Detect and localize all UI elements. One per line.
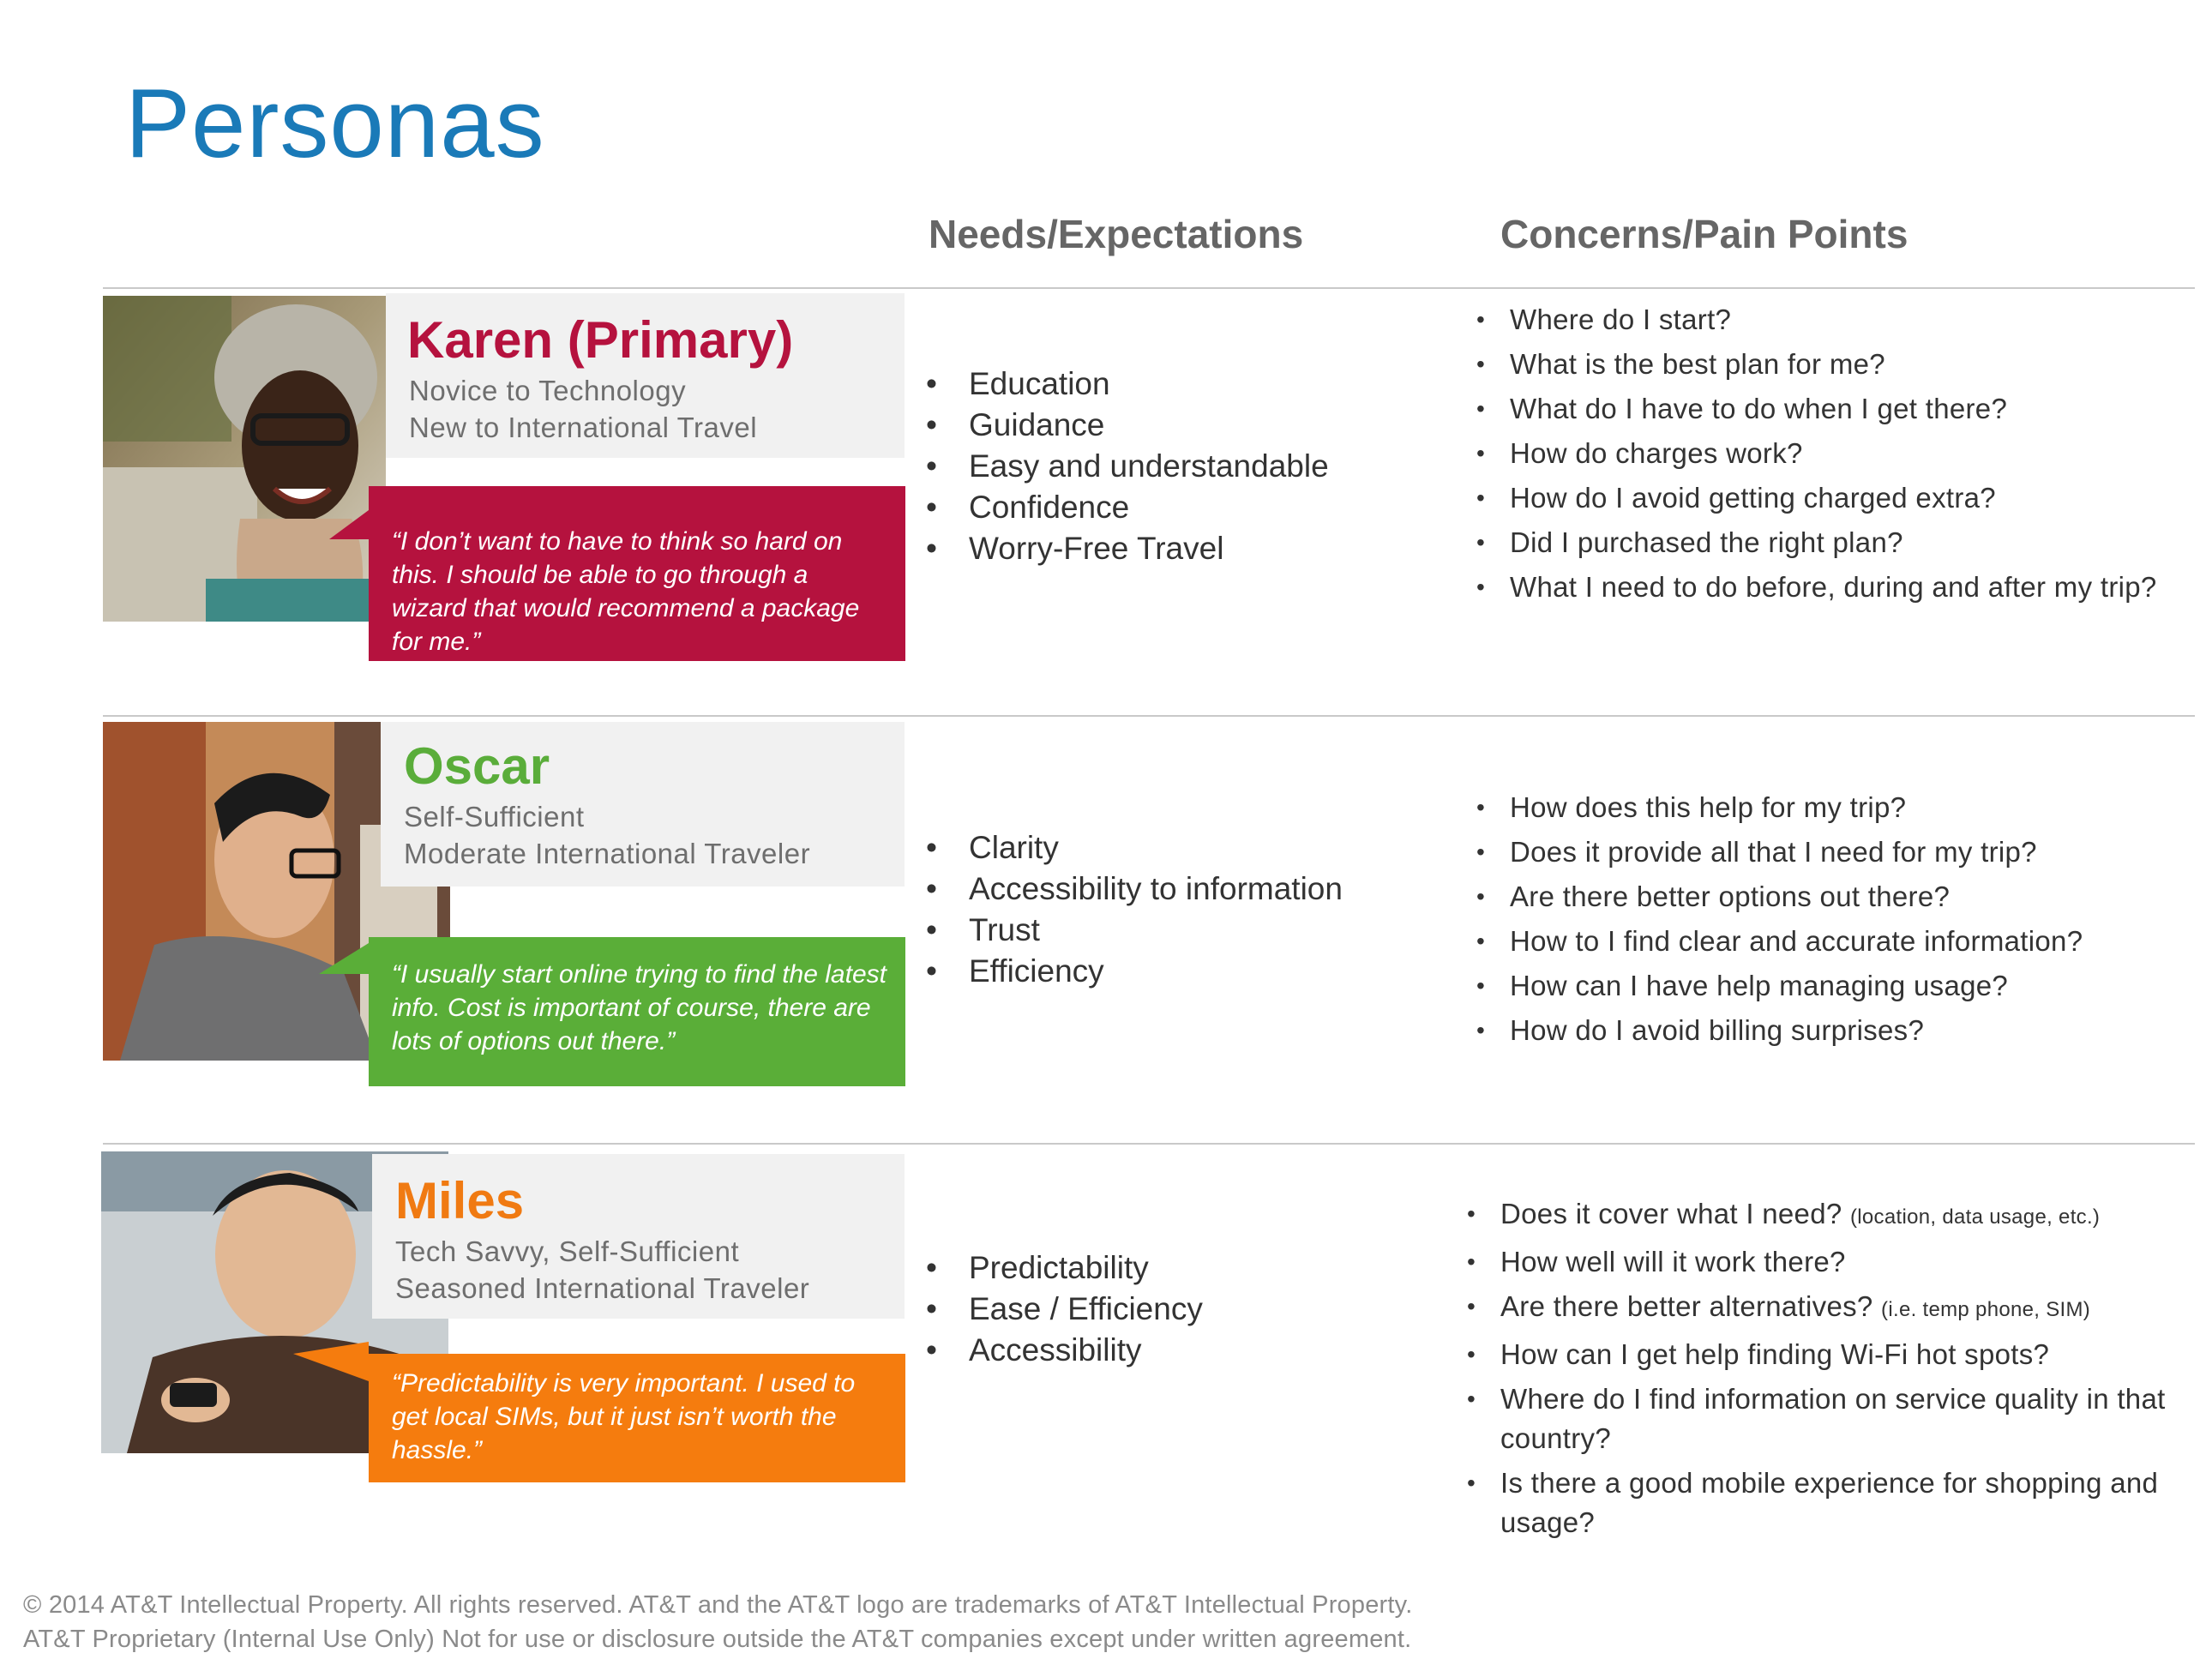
list-item-text: Where do I start? <box>1510 304 1732 335</box>
footer-line: © 2014 AT&T Intellectual Property. All rights reserved. AT&T and the AT&T logo are trademarks of AT&T Intellectual Property. <box>23 1591 1413 1619</box>
divider <box>103 715 2195 717</box>
list-item <box>1476 788 2205 827</box>
list-item-text: How do I avoid billing surprises? <box>1510 1014 1925 1046</box>
persona-quote-karen <box>369 486 905 661</box>
needs-list <box>926 827 1343 992</box>
concerns-list <box>1467 1194 2204 1548</box>
list-item-text: How to I find clear and accurate information? <box>1510 925 2083 957</box>
persona-quote-oscar <box>369 937 905 1086</box>
needs-list <box>926 1247 1203 1371</box>
list-item-text: How can I get help finding Wi-Fi hot spots? <box>1500 1338 2050 1370</box>
persona-photo-karen <box>103 296 386 622</box>
list-item <box>1476 523 2205 562</box>
list-item-note: (i.e. temp phone, SIM) <box>1881 1298 2091 1321</box>
list-item: • Guidance <box>926 405 1329 446</box>
list-item: • Education <box>926 364 1329 405</box>
persona-trait: New to International Travel <box>409 412 758 443</box>
list-item <box>1476 833 2205 872</box>
list-item <box>1476 345 2205 384</box>
list-item-text: Are there better options out there? <box>1510 881 1951 912</box>
list-item-text: Does it provide all that I need for my trip? <box>1510 836 2037 868</box>
concerns-column-heading: Concerns/Pain Points <box>1500 212 1908 256</box>
quote-text: “I usually start online trying to find the latest info. Cost is important of course, there are lots of options out there.” <box>392 960 887 1055</box>
list-item: • Predictability <box>926 1247 1203 1289</box>
footer-line: AT&T Proprietary (Internal Use Only) Not for use or disclosure outside the AT&T companies except under written agreement. <box>23 1626 1412 1653</box>
persona-namecard-oscar <box>381 722 905 887</box>
list-item <box>1476 389 2205 429</box>
concerns-list <box>1476 788 2205 1055</box>
quote-pointer <box>293 1342 369 1381</box>
list-item-text: Is there a good mobile experience for shopping and usage? <box>1500 1467 2159 1538</box>
list-item-text: How well will it work there? <box>1500 1246 1846 1277</box>
persona-name: Miles <box>395 1172 525 1229</box>
list-item <box>1467 1194 2204 1237</box>
persona-trait: Novice to Technology <box>409 375 687 406</box>
list-item <box>1476 877 2205 917</box>
list-item-text: What is the best plan for me? <box>1510 348 1885 380</box>
list-item-text: What do I have to do when I get there? <box>1510 393 2008 424</box>
divider <box>103 287 2195 289</box>
persona-trait: Moderate International Traveler <box>404 838 811 869</box>
list-item: • Confidence <box>926 487 1329 528</box>
list-item: • Ease / Efficiency <box>926 1289 1203 1330</box>
persona-namecard-miles <box>372 1154 905 1319</box>
list-item: • Worry-Free Travel <box>926 528 1329 569</box>
list-item-text: How does this help for my trip? <box>1510 791 1907 823</box>
list-item-text: How do I avoid getting charged extra? <box>1510 482 1996 514</box>
list-item <box>1476 1011 2205 1050</box>
quote-pointer <box>319 943 369 974</box>
page-title: Personas <box>125 69 545 178</box>
list-item-text: How can I have help managing usage? <box>1510 970 2009 1001</box>
list-item-text: Are there better alternatives? <box>1500 1290 1873 1322</box>
list-item <box>1467 1335 2204 1374</box>
list-item <box>1467 1242 2204 1282</box>
divider <box>103 1143 2195 1145</box>
list-item <box>1476 922 2205 961</box>
list-item <box>1476 568 2205 607</box>
list-item <box>1476 434 2205 473</box>
persona-trait: Self-Sufficient <box>404 801 585 833</box>
persona-trait: Tech Savvy, Self-Sufficient <box>395 1235 740 1267</box>
persona-trait: Seasoned International Traveler <box>395 1272 810 1304</box>
quote-text: “I don’t want to have to think so hard on this. I should be able to go through a wizard that would recommend a package for me.” <box>392 527 860 656</box>
list-item: • Accessibility to information <box>926 869 1343 910</box>
list-item <box>1467 1464 2204 1542</box>
needs-column-heading: Needs/Expectations <box>929 212 1304 256</box>
list-item: • Clarity <box>926 827 1343 869</box>
quote-pointer <box>329 510 369 539</box>
list-item <box>1476 478 2205 518</box>
list-item-text: Where do I find information on service quality in that country? <box>1500 1383 2166 1454</box>
list-item: • Trust <box>926 910 1343 951</box>
quote-text: “Predictability is very important. I used to get local SIMs, but it just isn’t worth the hassle.” <box>392 1369 856 1464</box>
persona-name: Oscar <box>404 737 550 795</box>
list-item-text: How do charges work? <box>1510 437 1803 469</box>
needs-list <box>926 364 1329 569</box>
list-item: • Efficiency <box>926 951 1343 992</box>
concerns-list <box>1476 300 2205 612</box>
list-item <box>1476 966 2205 1006</box>
list-item-text: Does it cover what I need? <box>1500 1198 1842 1229</box>
persona-namecard-karen <box>386 293 905 458</box>
legal-footer <box>23 1588 1412 1656</box>
list-item <box>1467 1379 2204 1458</box>
list-item-text: Did I purchased the right plan? <box>1510 526 1903 558</box>
persona-name: Karen (Primary) <box>407 311 794 369</box>
list-item: • Accessibility <box>926 1330 1203 1371</box>
list-item-text: What I need to do before, during and after my trip? <box>1510 571 2157 603</box>
list-item-note: (location, data usage, etc.) <box>1849 1205 2101 1229</box>
list-item <box>1476 300 2205 340</box>
persona-quote-miles <box>369 1354 905 1482</box>
list-item: • Easy and understandable <box>926 446 1329 487</box>
list-item <box>1467 1287 2204 1330</box>
